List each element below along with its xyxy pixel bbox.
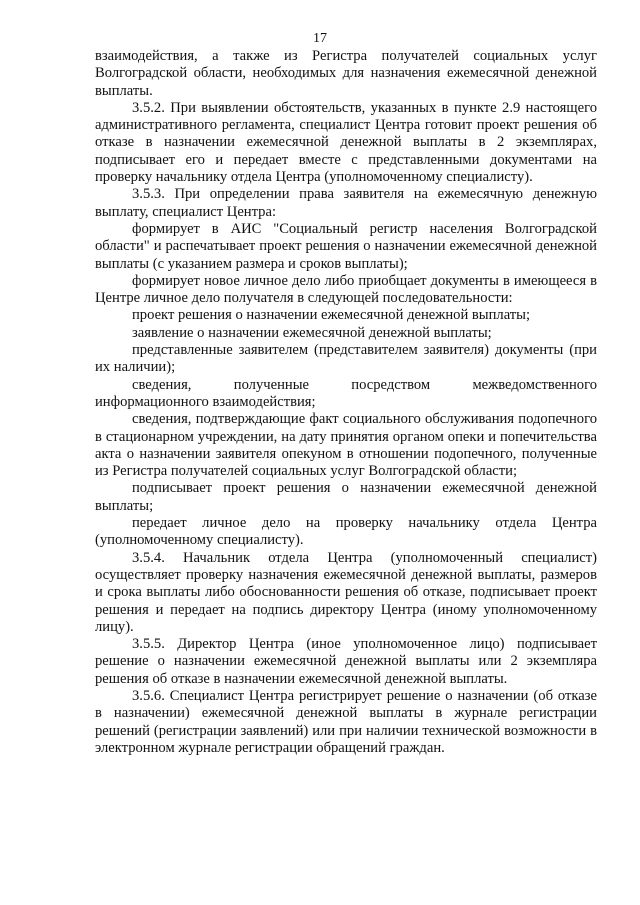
list-item-transfers-case: передает личное дело на проверку начальнику отдела Центра (уполномоченному специалисту). [95, 515, 597, 549]
paragraph-3-5-2: 3.5.2. При выявлении обстоятельств, указанных в пункте 2.9 настоящего административного регламента, специалист Центра готовит проект решения об отказе в назначении ежемесячной денежной выплаты в 2 экземплярах, подписывает его и передает вместе с представленными документами на проверку начальнику отдела Центра (уполномоченному специалисту). [95, 99, 597, 186]
list-item-forms-project: формирует в АИС "Социальный регистр населения Волгоградской области" и распечатывает проект решения о назначении ежемесячной денежной выплаты (с указанием размера и сроков выплаты); [95, 220, 597, 272]
paragraph-continuation: взаимодействия, а также из Регистра получателей социальных услуг Волгоградской области, необходимых для назначения ежемесячной денежной выплаты. [95, 48, 597, 99]
list-item-project-decision: проект решения о назначении ежемесячной денежной выплаты; [132, 307, 531, 324]
paragraph-3-5-3: 3.5.3. При определении права заявителя на ежемесячную денежную выплату, специалист Центра: [95, 186, 597, 220]
paragraph-3-5-5: 3.5.5. Директор Центра (иное уполномоченное лицо) подписывает решение о назначении ежемесячной денежной выплаты или 2 экземпляра решения об отказе в назначении ежемесячной денежной выплаты. [95, 636, 597, 687]
document-body [95, 48, 597, 757]
paragraph-3-5-6: 3.5.6. Специалист Центра регистрирует решение о назначении (об отказе в назначении) ежемесячной денежной выплаты в журнале регистрации решений (регистрации заявлений) или при наличии технической возможности в электронном журнале регистрации обращений граждан. [95, 687, 597, 756]
list-item-submitted-documents: представленные заявителем (представителем заявителя) документы (при их наличии); [95, 342, 597, 376]
paragraph-3-5-4: 3.5.4. Начальник отдела Центра (уполномоченный специалист) осуществляет проверку назначения ежемесячной денежной выплаты, размеров и срока выплаты либо обоснованности решения об отказе, подписывает проект решения и передает на подпись директору Центра (иному уполномоченному лицу). [95, 549, 597, 635]
list-item-forms-case-file: формирует новое личное дело либо приобщает документы в имеющееся в Центре личное дело получателя в следующей последовательности: [95, 272, 597, 307]
list-item-social-service-info: сведения, подтверждающие факт социального обслуживания подопечного в стационарном учреждении, на дату принятия органом опеки и попечительства акта о назначении заявителя опекуном в отношении подопечного, полученные из Регистра получателей социальных услуг Волгоградской области; [95, 411, 597, 480]
page-number: 17 [313, 31, 327, 46]
list-item-interagency-info: сведения, полученные посредством межведомственного информационного взаимодействия; [95, 376, 597, 410]
list-item-signs-project: подписывает проект решения о назначении ежемесячной денежной выплаты; [95, 480, 597, 514]
list-item-application: заявление о назначении ежемесячной денежной выплаты; [132, 324, 492, 341]
